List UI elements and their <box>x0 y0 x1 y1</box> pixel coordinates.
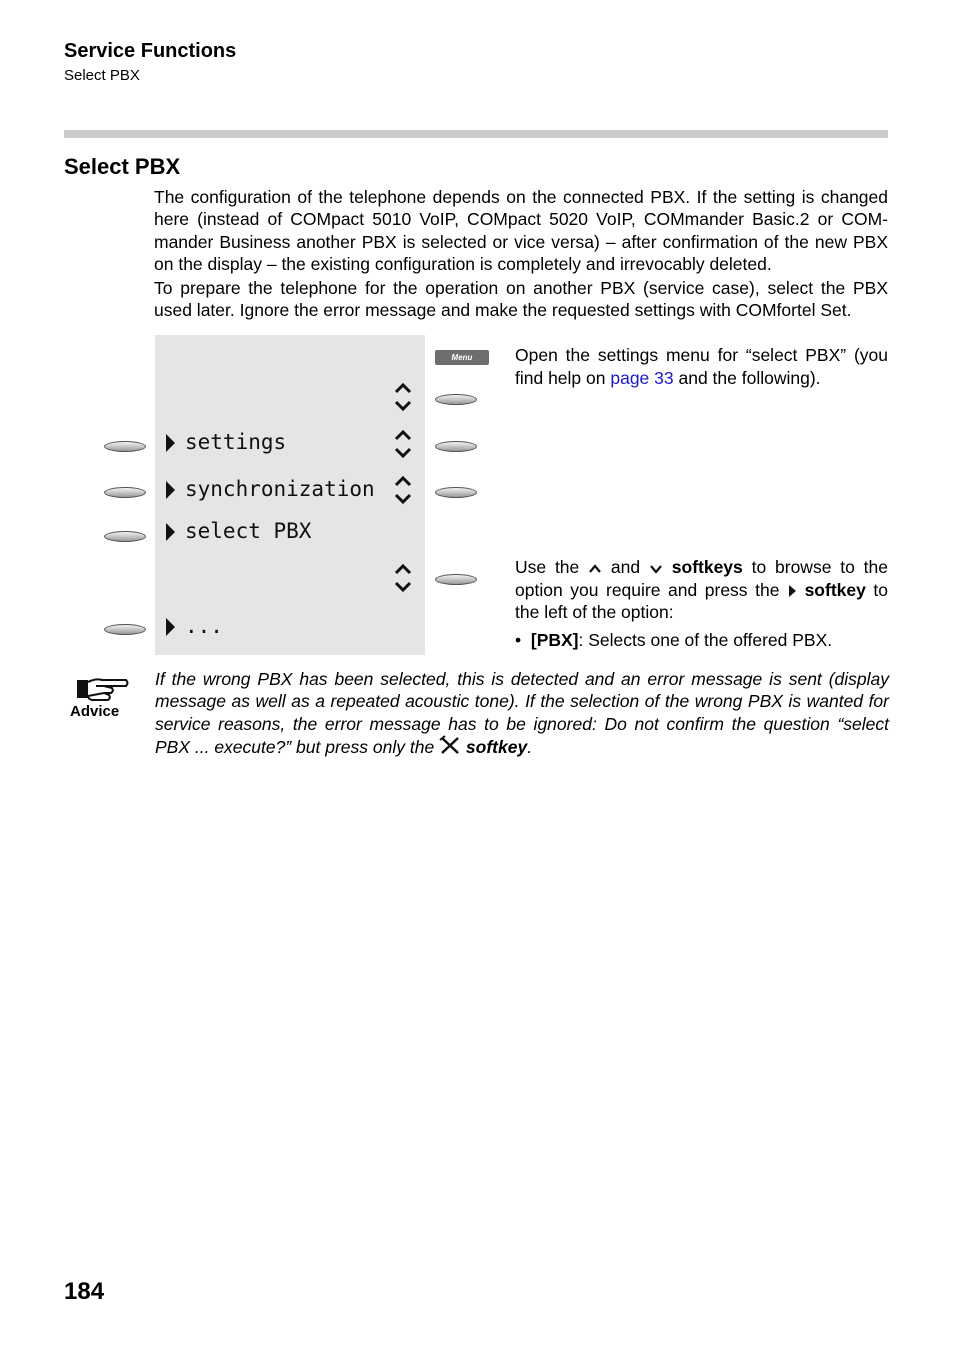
advice-label: Advice <box>70 703 120 720</box>
running-header-subtitle: Select PBX <box>64 67 140 84</box>
advice-end: . <box>527 736 533 757</box>
step1-text-end: and the following). <box>673 367 821 388</box>
bullet-mark: • <box>515 630 522 650</box>
softkey-label: softkey <box>804 579 866 600</box>
advice-text <box>155 668 889 758</box>
step2-text: and <box>602 557 649 577</box>
section-title: Select PBX <box>64 154 181 179</box>
step2-text: to browse to the option you require and press the <box>515 557 888 600</box>
select-arrow-icon <box>787 584 797 598</box>
running-header-title: Service Functions <box>64 40 237 62</box>
step-browse-options <box>515 556 888 624</box>
right-softkey-4[interactable] <box>435 574 477 585</box>
right-softkey-2[interactable] <box>435 441 477 452</box>
pointing-hand-icon <box>76 674 130 702</box>
softkeys-label: softkeys <box>671 557 743 577</box>
up-down-chevron-icon <box>393 427 413 461</box>
select-arrow-icon <box>166 523 175 541</box>
up-down-chevron-icon <box>393 380 413 414</box>
section-divider <box>64 130 888 138</box>
intro-paragraph-1: The configuration of the telephone depends on the connected PBX. If the setting is changed here (instead of COMpact 5010 VoIP, COMpact 5020 VoIP, COMmander Basic.2 or COM-mander Business another PBX is selected or vice versa) – after confirmation of the new PBX on the display – the existing configuration is completely and irrevocably deleted. <box>154 187 888 274</box>
select-arrow-icon <box>166 481 175 499</box>
select-arrow-icon <box>166 618 175 636</box>
step2-text: to the left of the option: <box>515 579 888 622</box>
step1-text: Open the settings menu for “select PBX” (you find help on <box>515 345 888 388</box>
up-down-chevron-icon <box>393 561 413 595</box>
advice-softkey-label: softkey <box>465 736 528 757</box>
step-open-menu <box>515 344 888 389</box>
option-bullet <box>515 630 832 651</box>
display-item-settings: settings <box>185 430 287 454</box>
page-number: 184 <box>64 1278 105 1305</box>
left-softkey-2[interactable] <box>104 487 146 498</box>
up-down-chevron-icon <box>393 473 413 507</box>
right-softkey-1[interactable] <box>435 394 477 405</box>
right-softkey-3[interactable] <box>435 487 477 498</box>
display-item-select-pbx: select PBX <box>185 519 312 543</box>
advice-body: If the wrong PBX has been selected, this is detected and an error message is sent (display message as well as a repeated acoustic tone). If the selection of the wrong PBX is wanted for service reasons, the error message has to be ignored: Do not confirm the question “select PBX ... execute?” but press only the <box>155 669 889 757</box>
pbx-option-key: [PBX] <box>530 630 579 650</box>
cancel-x-icon <box>439 735 461 755</box>
down-chevron-icon <box>649 563 663 575</box>
left-softkey-4[interactable] <box>104 624 146 635</box>
pbx-option-text: : Selects one of the offered PBX. <box>578 630 833 650</box>
menu-key[interactable]: Menu <box>435 350 489 365</box>
left-softkey-3[interactable] <box>104 531 146 542</box>
display-item-synchronization: synchronization <box>185 477 375 501</box>
page-33-link[interactable]: page 33 <box>610 367 674 388</box>
select-arrow-icon <box>166 434 175 452</box>
up-chevron-icon <box>588 563 602 575</box>
left-softkey-1[interactable] <box>104 441 146 452</box>
step2-text: Use the <box>515 557 589 577</box>
display-item-more: ... <box>185 614 223 638</box>
intro-paragraph-2: To prepare the telephone for the operation on another PBX (service case), select the PBX used later. Ignore the error message and make the requested settings with COMfortel Set. <box>154 278 888 321</box>
